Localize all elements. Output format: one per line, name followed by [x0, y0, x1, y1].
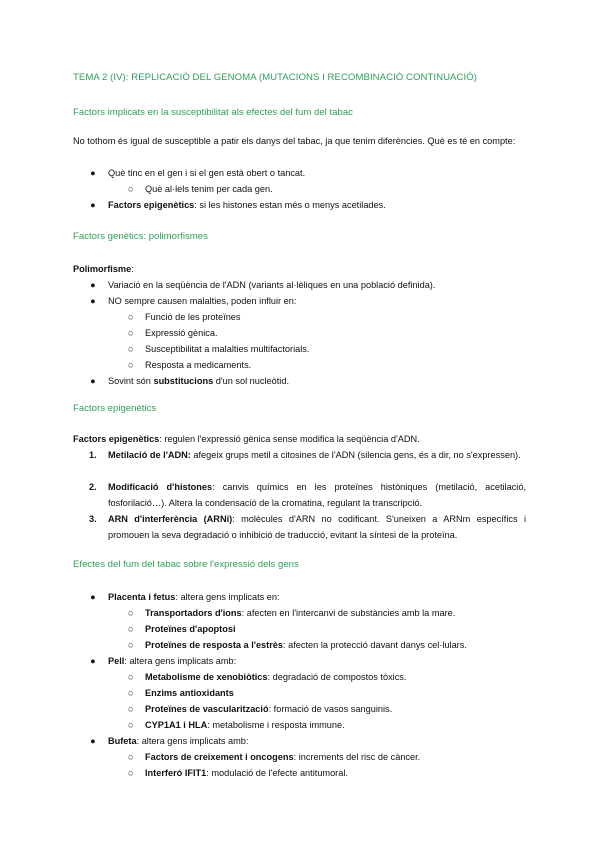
list-item: Proteïnes de vascularització: formació de vasos sanguinis. — [145, 704, 393, 714]
bullet-icon: ● — [90, 200, 96, 210]
sub-bullet-icon: ○ — [128, 608, 134, 618]
sub-bullet-icon: ○ — [128, 312, 134, 322]
list-item: Interferó IFIT1: modulació de l'efecte antitumoral. — [145, 768, 348, 778]
list-item: Susceptibilitat a malalties multifactorials. — [145, 344, 310, 354]
list-item: Placenta i fetus: altera gens implicats en: — [108, 592, 280, 602]
sub-bullet-icon: ○ — [128, 328, 134, 338]
sub-bullet-icon: ○ — [128, 768, 134, 778]
sub-bullet-icon: ○ — [128, 360, 134, 370]
list-item: Bufeta: altera gens implicats amb: — [108, 736, 249, 746]
list-item: Expressió gènica. — [145, 328, 218, 338]
section-heading-polymorphisms: Factors genètics: polimorfismes — [73, 231, 208, 242]
list-number: 3. — [89, 514, 97, 524]
sub-bullet-icon: ○ — [128, 704, 134, 714]
numbered-item: ARN d'interferència (ARNi): molècules d'ARN no codificant. S'uneixen a ARNm específics i promouen la seva degradació o inhibició de traducció, evitant la síntesi de la proteïna. — [108, 514, 526, 540]
list-number: 1. — [89, 450, 97, 460]
sub-bullet-icon: ○ — [128, 344, 134, 354]
list-item: Sovint són substitucions d'un sol nucleòtid. — [108, 376, 290, 386]
section-heading-tobacco-effects: Efectes del fum del tabac sobre l'expressió dels gens — [73, 559, 299, 570]
section-heading-epigenetic: Factors epigenètics — [73, 403, 157, 414]
numbered-item: Metilació de l'ADN: afegeix grups metil a citosines de l'ADN (silencia gens, és a dir, no s'expressen). — [108, 450, 521, 460]
list-item: CYP1A1 i HLA: metabolisme i resposta immune. — [145, 720, 345, 730]
list-item: Proteïnes d'apoptosi — [145, 624, 236, 634]
paragraph-epigenetic-intro: Factors epigenètics: regulen l'expressió gènica sense modifica la seqüència d'ADN. — [73, 434, 420, 444]
sub-bullet-icon: ○ — [128, 624, 134, 634]
list-item: Variació en la seqüència de l'ADN (variants al·lèliques en una població definida). — [108, 280, 436, 290]
list-number: 2. — [89, 482, 97, 492]
list-item: Transportadors d'ions: afecten en l'intercanvi de substàncies amb la mare. — [145, 608, 456, 618]
list-item: Què tinc en el gen i si el gen està obert o tancat. — [108, 168, 306, 178]
list-item: Enzims antioxidants — [145, 688, 234, 698]
bullet-icon: ● — [90, 376, 96, 386]
sub-bullet-icon: ○ — [128, 752, 134, 762]
bullet-icon: ● — [90, 736, 96, 746]
term-label: Polimorfisme: — [73, 264, 134, 274]
bullet-icon: ● — [90, 168, 96, 178]
bullet-icon: ● — [90, 592, 96, 602]
numbered-item: Modificació d'histones: canvis químics en les proteïnes històniques (metilació, acetilació, fosforilació…). Altera la condensació de la cromatina, regulant la transcripció. — [108, 482, 527, 508]
document-title: TEMA 2 (IV): REPLICACIÓ DEL GENOMA (MUTACIONS I RECOMBINACIÓ CONTINUACIÓ) — [73, 72, 477, 83]
bullet-icon: ● — [90, 296, 96, 306]
list-item: Pell: altera gens implicats amb: — [108, 656, 237, 666]
list-item: NO sempre causen malalties, poden influir en: — [108, 296, 297, 306]
list-item: Metabolisme de xenobiòtics: degradació de compostos tòxics. — [145, 672, 407, 682]
list-item: Què al·lels tenim per cada gen. — [145, 184, 273, 194]
bullet-icon: ● — [90, 280, 96, 290]
sub-bullet-icon: ○ — [128, 184, 134, 194]
bullet-icon: ● — [90, 656, 96, 666]
list-item: Factors epigenètics: si les histones estan més o menys acetilades. — [108, 200, 386, 210]
paragraph-intro: No tothom és igual de susceptible a patir els danys del tabac, ja que tenim diferències. Què es té en compte: — [73, 136, 516, 146]
list-item: Factors de creixement i oncogens: increments del risc de càncer. — [145, 752, 421, 762]
section-heading-susceptibility: Factors implicats en la susceptibilitat als efectes del fum del tabac — [73, 107, 353, 118]
list-item: Proteïnes de resposta a l'estrès: afecten la protecció davant danys cel·lulars. — [145, 640, 467, 650]
sub-bullet-icon: ○ — [128, 688, 134, 698]
sub-bullet-icon: ○ — [128, 640, 134, 650]
list-item: Funció de les proteïnes — [145, 312, 241, 322]
sub-bullet-icon: ○ — [128, 672, 134, 682]
list-item: Resposta a medicaments. — [145, 360, 252, 370]
sub-bullet-icon: ○ — [128, 720, 134, 730]
